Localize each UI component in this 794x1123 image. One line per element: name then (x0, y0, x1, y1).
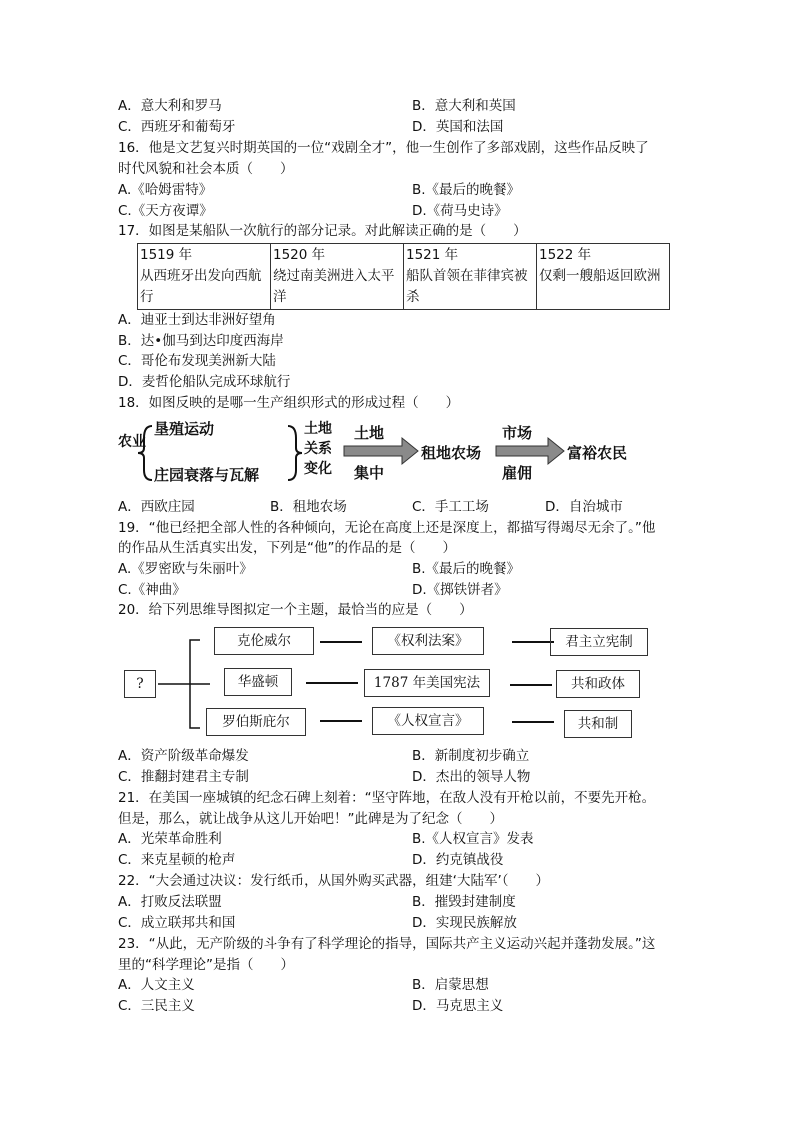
connector (320, 720, 362, 722)
q18-stem: 18．如图反映的是哪一生产组织形式的形成过程（ ） (118, 395, 460, 411)
q20-option-d[interactable]: D．杰出的领导人物 (412, 769, 531, 785)
q22-option-c[interactable]: C．成立联邦共和国 (118, 915, 236, 931)
mid-change: 变化 (304, 461, 332, 477)
document-bill-of-rights: 《权利法案》 (372, 627, 484, 655)
voyage-cell: 1520 年 绕过南美洲进入太平洋 (271, 244, 404, 310)
document-declaration-rights: 《人权宣言》 (372, 707, 484, 735)
q16-stem-line1: 16．他是文艺复兴时期英国的一位“戏剧全才”，他一生创作了多部戏剧，这些作品反映了 (118, 140, 649, 156)
q20-option-b[interactable]: B．新制度初步确立 (412, 748, 530, 764)
q16-stem-line2: 时代风貌和社会本质（ ） (118, 161, 294, 177)
q22-stem: 22．“大会通过决议：发行纸币，从国外购买武器，组建‘大陆军’（ ） (118, 873, 550, 889)
system-republic: 共和制 (564, 710, 632, 738)
q16-option-b[interactable]: B.《最后的晚餐》 (412, 182, 521, 198)
arrow1-top-label: 土地 (354, 424, 385, 442)
system-constitutional-monarchy: 君主立宪制 (550, 628, 648, 656)
q18-option-d[interactable]: D．自治城市 (545, 499, 623, 515)
q18-option-a[interactable]: A．西欧庄园 (118, 499, 195, 515)
document-us-constitution: 1787 年美国宪法 (364, 669, 490, 697)
voyage-cell: 1521 年 船队首领在菲律宾被杀 (404, 244, 537, 310)
branch-reclamation: 垦殖运动 (154, 420, 215, 438)
node-rich-farmer: 富裕农民 (567, 444, 628, 462)
branch-manor-decline: 庄园衰落与瓦解 (154, 466, 260, 484)
person-washington: 华盛顿 (224, 668, 292, 696)
q17-option-c[interactable]: C．哥伦布发现美洲新大陆 (118, 353, 276, 369)
q17-option-b[interactable]: B．达•伽马到达印度西海岸 (118, 333, 284, 349)
q16-option-d[interactable]: D.《荷马史诗》 (412, 203, 508, 219)
person-cromwell: 克伦威尔 (214, 627, 314, 655)
connector (510, 684, 552, 686)
q20-option-a[interactable]: A．资产阶级革命爆发 (118, 748, 249, 764)
q21-option-a[interactable]: A．光荣革命胜利 (118, 831, 222, 847)
q21-option-c[interactable]: C．来克星顿的枪声 (118, 852, 236, 868)
q21-stem-line2: 但是，那么，就让战争从这儿开始吧！”此碑是为了纪念（ ） (118, 811, 503, 827)
mid-land: 土地 (304, 421, 332, 437)
q19-option-c[interactable]: C.《神曲》 (118, 582, 186, 598)
q23-stem-line2: 里的“科学理论”是指（ ） (118, 957, 294, 973)
q19-option-a[interactable]: A.《罗密欧与朱丽叶》 (118, 561, 253, 577)
production-process-diagram (118, 418, 648, 488)
q19-stem-line1: 19．“他已经把全部人性的各种倾向，无论在高度上还是深度上，都描写得竭尽无余了。”他 (118, 520, 656, 536)
q15-option-b[interactable]: B．意大利和英国 (412, 98, 516, 114)
connector (320, 641, 362, 643)
q20-option-c[interactable]: C．推翻封建君主专制 (118, 769, 249, 785)
q20-stem: 20．给下列思维导图拟定一个主题，最恰当的应是（ ） (118, 602, 473, 618)
voyage-table (137, 243, 670, 310)
q21-option-d[interactable]: D．约克镇战役 (412, 852, 504, 868)
q17-option-d[interactable]: D．麦哲伦船队完成环球航行 (118, 374, 291, 390)
q23-option-b[interactable]: B．启蒙思想 (412, 977, 489, 993)
q18-option-b[interactable]: B．租地农场 (270, 499, 347, 515)
q21-option-b[interactable]: B.《人权宣言》发表 (412, 831, 534, 847)
node-leased-farm: 租地农场 (421, 444, 482, 462)
arrow1-bottom-label: 集中 (354, 464, 385, 482)
q23-option-c[interactable]: C．三民主义 (118, 998, 195, 1014)
q18-option-c[interactable]: C．手工工场 (412, 499, 489, 515)
mind-map-root: ? (124, 670, 156, 698)
q23-option-d[interactable]: D．马克思主义 (412, 998, 504, 1014)
q22-option-d[interactable]: D．实现民族解放 (412, 915, 517, 931)
connector (512, 641, 554, 643)
q23-stem-line1: 23．“从此，无产阶级的斗争有了科学理论的指导，国际共产主义运动兴起并蓬勃发展。”这 (118, 936, 656, 952)
q19-stem-line2: 的作品从生活真实出发，下列是“他”的作品的是（ ） (118, 540, 456, 556)
arrow2-bottom-label: 雇佣 (502, 464, 533, 482)
q15-option-d[interactable]: D．英国和法国 (412, 119, 504, 135)
connector (306, 682, 358, 684)
q16-option-a[interactable]: A.《哈姆雷特》 (118, 182, 213, 198)
person-robespierre: 罗伯斯庇尔 (206, 708, 306, 736)
q22-option-b[interactable]: B．摧毁封建制度 (412, 894, 516, 910)
q22-option-a[interactable]: A．打败反法联盟 (118, 894, 222, 910)
mind-map (118, 624, 658, 744)
q16-option-c[interactable]: C.《天方夜谭》 (118, 203, 213, 219)
q23-option-a[interactable]: A．人文主义 (118, 977, 195, 993)
arrow2-top-label: 市场 (502, 424, 533, 442)
q15-option-c[interactable]: C．西班牙和葡萄牙 (118, 119, 236, 135)
root-agriculture: 农业 (118, 434, 146, 450)
q19-option-d[interactable]: D.《掷铁饼者》 (412, 582, 508, 598)
q19-option-b[interactable]: B.《最后的晚餐》 (412, 561, 521, 577)
q17-option-a[interactable]: A．迪亚士到达非洲好望角 (118, 312, 276, 328)
voyage-cell: 1522 年 仅剩一艘船返回欧洲 (537, 244, 670, 310)
q21-stem-line1: 21．在美国一座城镇的纪念石碑上刻着：“坚守阵地，在敌人没有开枪以前，不要先开枪。 (118, 790, 656, 806)
connector (512, 721, 554, 723)
voyage-cell: 1519 年 从西班牙出发向西航行 (138, 244, 271, 310)
system-republic-government: 共和政体 (556, 670, 640, 698)
q15-option-a[interactable]: A．意大利和罗马 (118, 98, 222, 114)
mid-relation: 关系 (304, 441, 332, 457)
q17-stem: 17．如图是某船队一次航行的部分记录。对此解读正确的是（ ） (118, 223, 527, 239)
